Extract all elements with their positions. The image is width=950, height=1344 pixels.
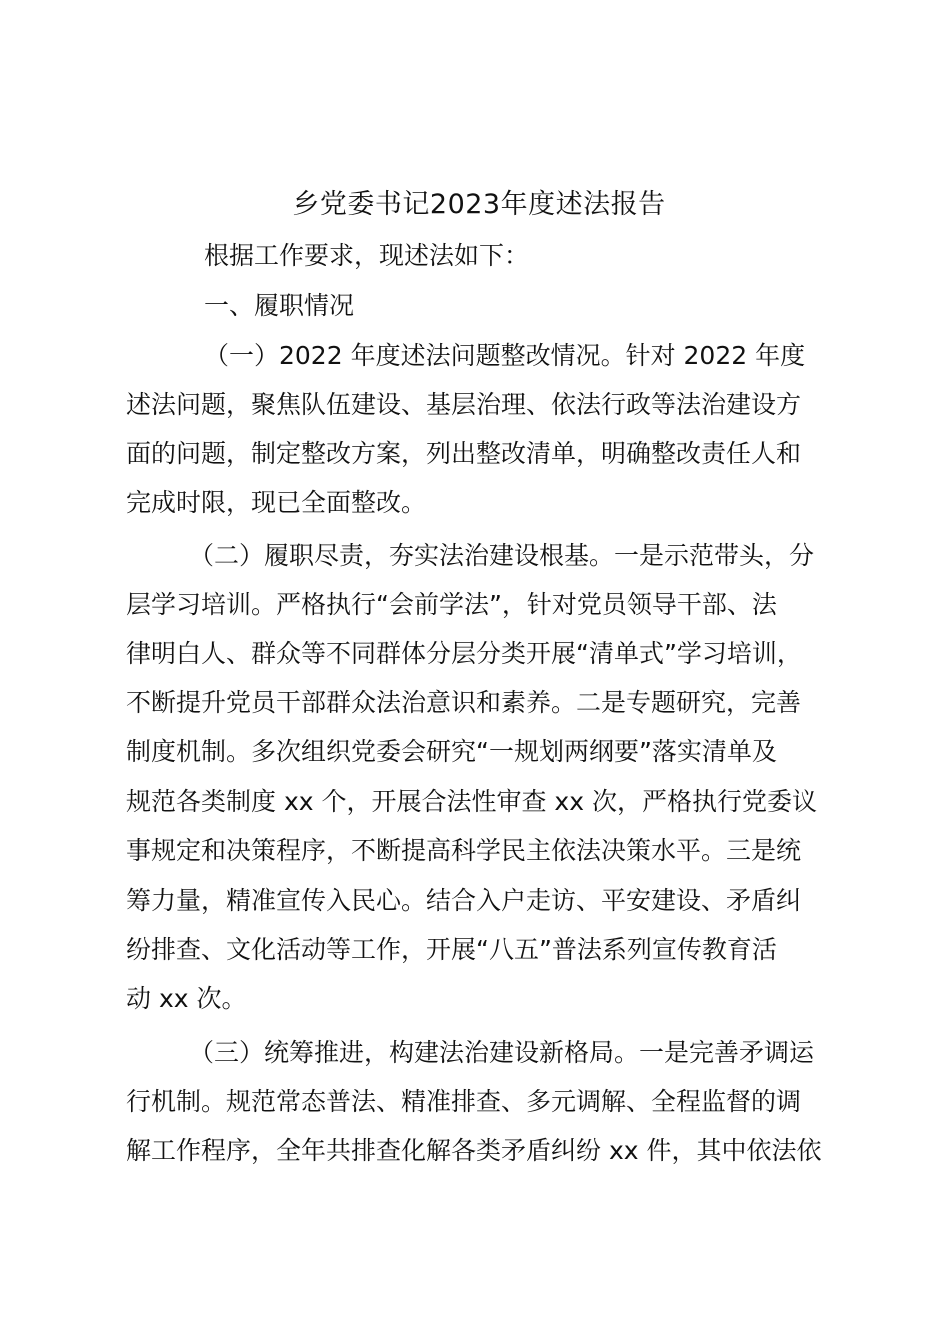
body-text-line: 纷排查、文化活动等工作，开展“八五”普法系列宣传教育活 (126, 935, 777, 964)
body-text-line: 动 xx 次。 (126, 984, 247, 1013)
body-text-line: 不断提升党员干部群众法治意识和素养。二是专题研究，完善 (126, 688, 802, 717)
body-text-line: 层学习培训。严格执行“会前学法”，针对党员领导干部、法 (126, 590, 777, 619)
body-text-line: 面的问题，制定整改方案，列出整改清单，明确整改责任人和 (126, 439, 802, 468)
body-text-line: 筹力量，精准宣传入民心。结合入户走访、平安建设、矛盾纠 (126, 886, 802, 915)
body-text-line: （一）2022 年度述法问题整改情况。针对 2022 年度 (204, 341, 806, 370)
body-text-line: （二）履职尽责，夯实法治建设根基。一是示范带头，分 (189, 541, 815, 570)
body-text-line: 制度机制。多次组织党委会研究“一规划两纲要”落实清单及 (126, 737, 777, 766)
body-text-line: 完成时限，现已全面整改。 (126, 488, 427, 517)
body-text-line: 述法问题，聚焦队伍建设、基层治理、依法行政等法治建设方 (126, 390, 802, 419)
body-text-line: （三）统筹推进，构建法治建设新格局。一是完善矛调运 (189, 1038, 815, 1067)
body-text-line: 规范各类制度 xx 个，开展合法性审查 xx 次，严格执行党委议 (126, 787, 817, 816)
document-title: 乡党委书记2023年度述法报告 (292, 189, 666, 220)
body-text-line: 一、履职情况 (204, 291, 355, 320)
body-text-line: 律明白人、群众等不同群体分层分类开展“清单式”学习培训， (126, 639, 802, 668)
body-text-line: 根据工作要求，现述法如下： (204, 241, 530, 270)
body-text-line: 行机制。规范常态普法、精准排查、多元调解、全程监督的调 (126, 1087, 802, 1116)
body-text-line: 事规定和决策程序，不断提高科学民主依法决策水平。三是统 (126, 836, 802, 865)
body-text-line: 解工作程序，全年共排查化解各类矛盾纠纷 xx 件，其中依法依 (126, 1136, 822, 1165)
